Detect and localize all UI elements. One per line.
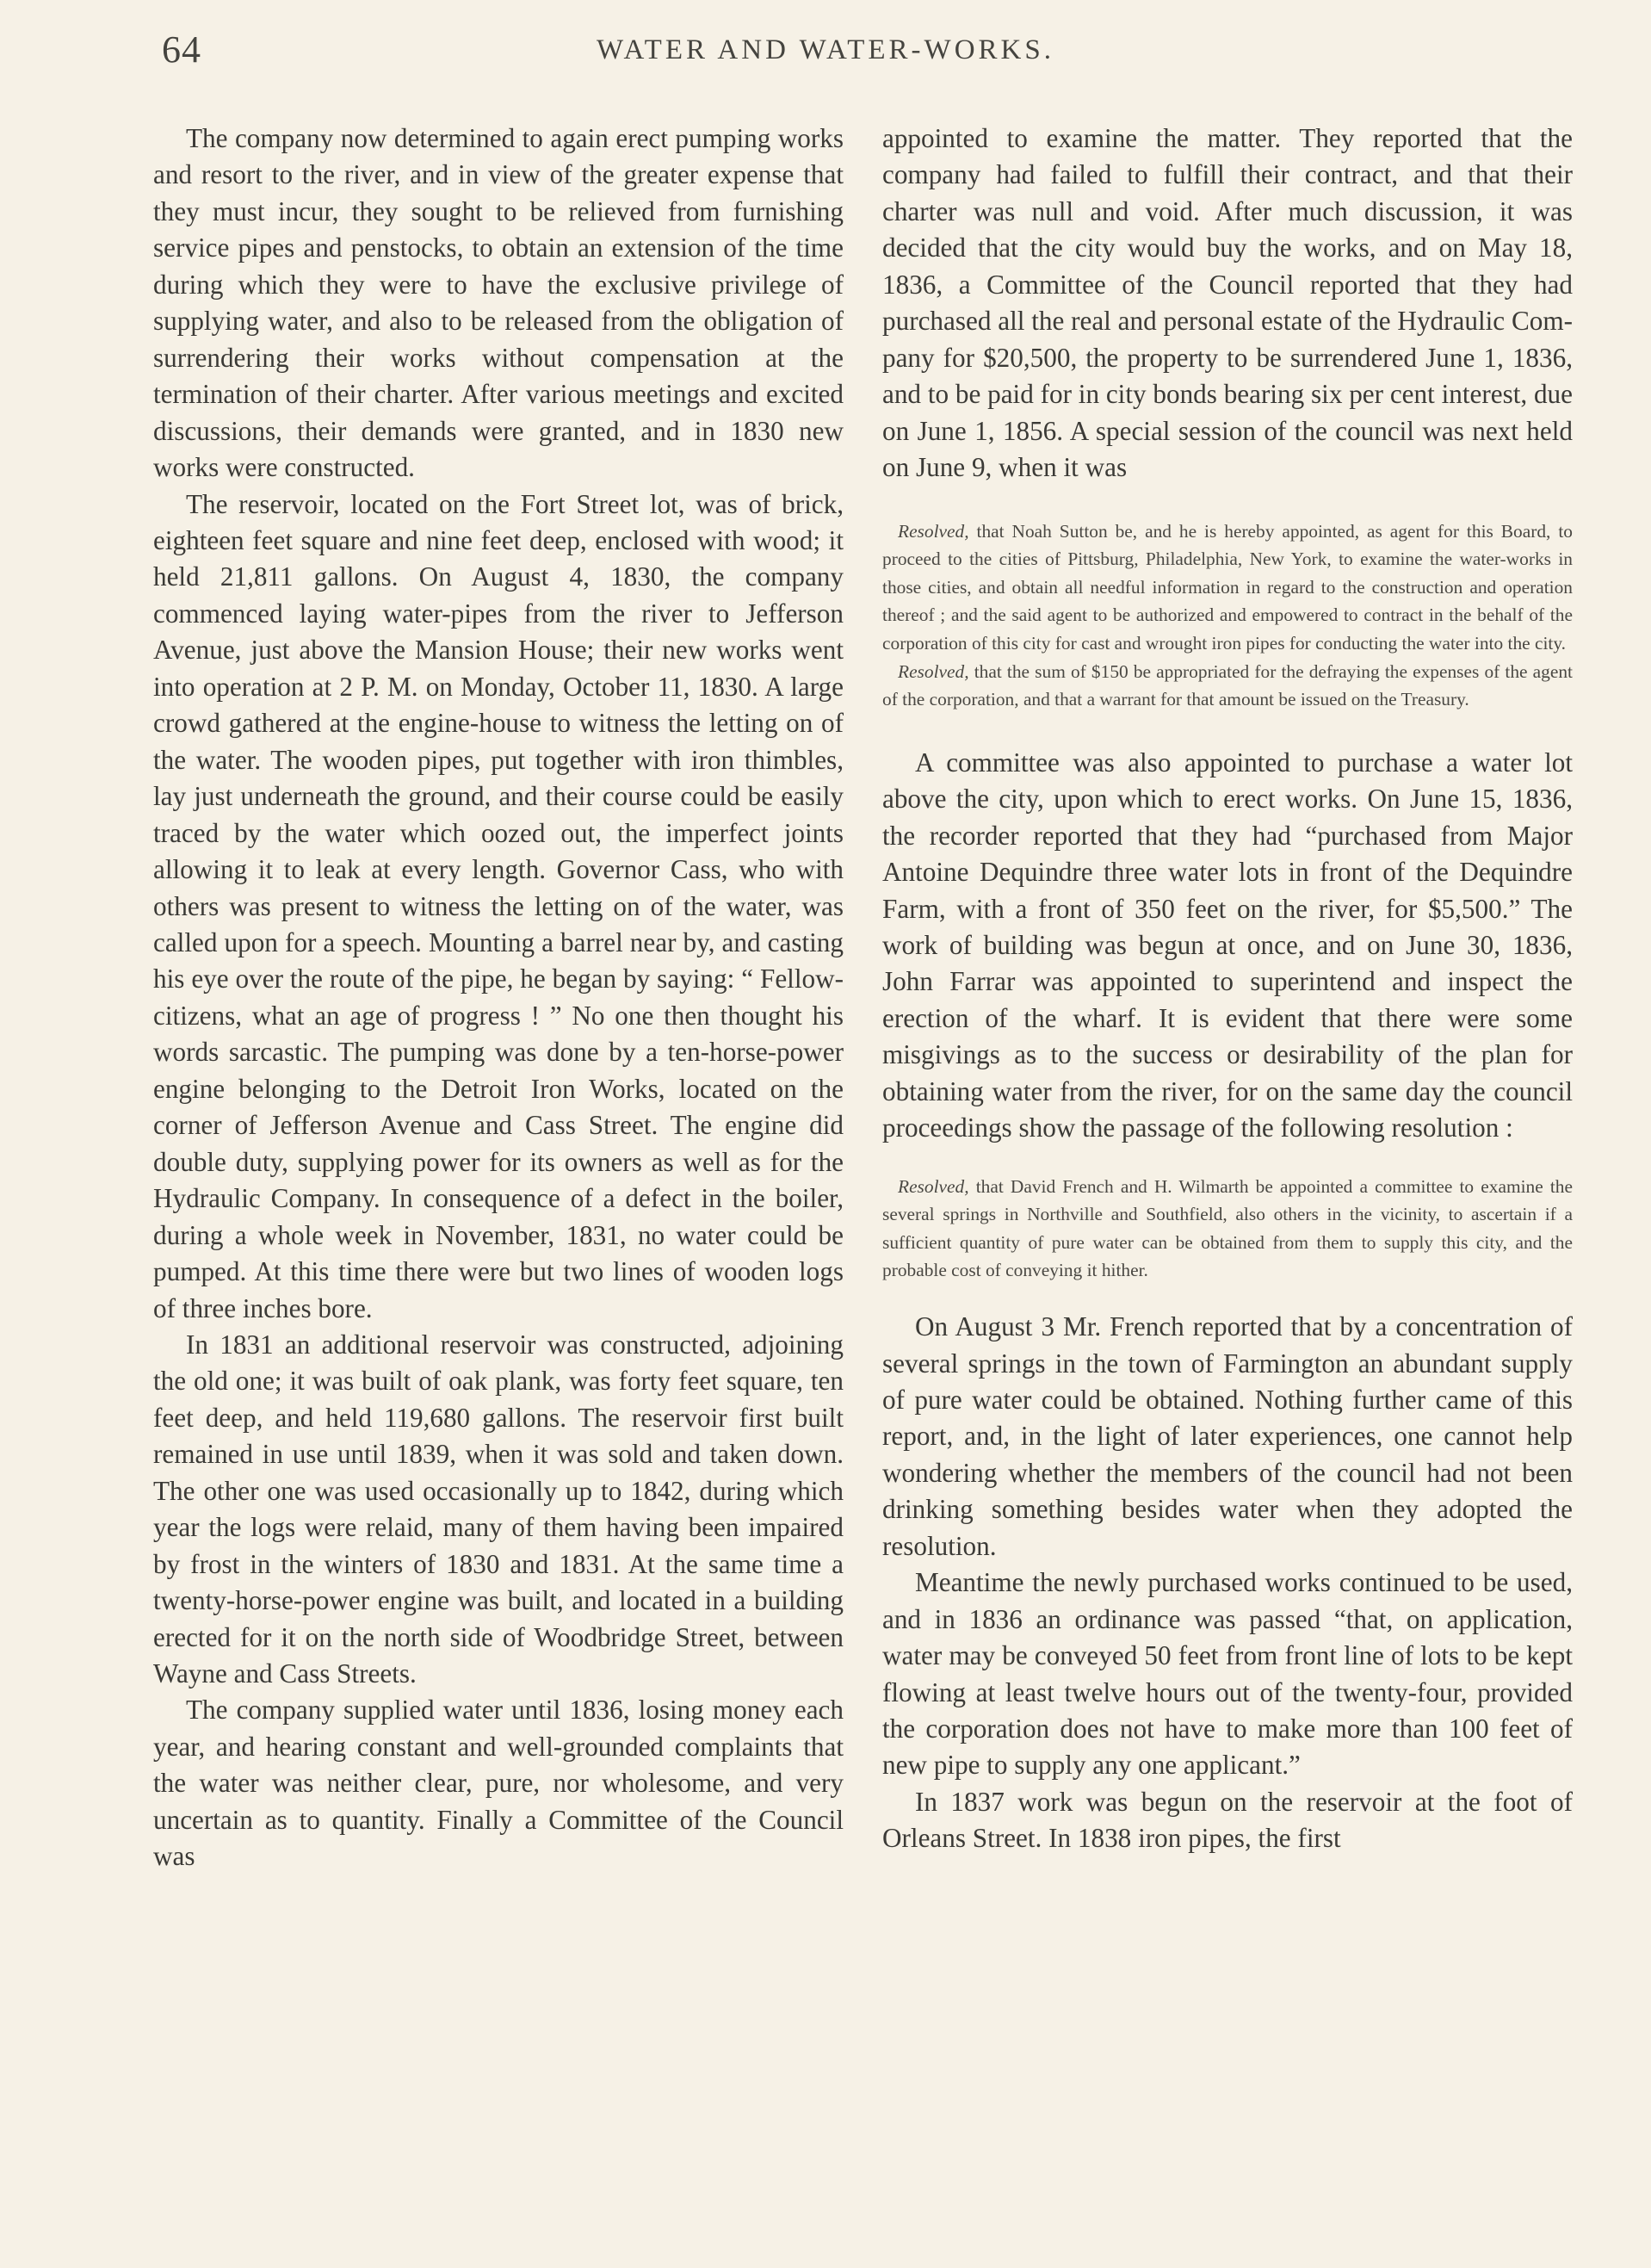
resolution-block (882, 1173, 1573, 1285)
resolution (882, 658, 1573, 714)
resolution-label: Resolved, (898, 520, 969, 542)
resolution-block (882, 517, 1573, 714)
paragraph: Meantime the newly purchased works continued to be used, and in 1836 an ordinance was passed “that, on application, water may be conveyed 50 feet from front line of lots to be kept flowing at least twelve hours out of the twenty-four, provided the corporation does not have to make more than 100 feet of new pipe to supply any one applicant.” (882, 1567, 1573, 1781)
paragraph: In 1837 work was begun on the reservoir at the foot of Orleans Street. In 1838 iron pipes, the first (882, 1786, 1573, 1854)
page-number: 64 (162, 28, 201, 71)
running-head (0, 28, 1651, 79)
running-title: WATER AND WATER-WORKS. (597, 34, 1054, 65)
paragraph-continued: appointed to examine the matter. They reported that the company had failed to fulfill their contract, and that their charter was null and void. After much discussion, it was decided that the city would buy the works, and on May 18, 1836, a Committee of the Council reported that they had purchased all the real and personal estate of the Hydraulic Company for $20,500, the property to be surrendered June 1, 1836, and to be paid for in city bonds bearing six per cent interest, due on June 1, 1856. A special session of the council was next held on June 9, when it was (882, 123, 1573, 483)
paragraph: The company supplied water until 1836, losing money each year, and hearing constant and well-grounded complaints that the water was neither clear, pure, nor wholesome, and very uncertain as to quantity. Finally a Committee of the Council was (153, 1695, 844, 1872)
paragraph: The company now determined to again erect pumping works and resort to the river, and in view of the greater expense that they must incur, they sought to be relieved from furnishing service pipes and penstocks, to obtain an extension of the time during which they were to have the exclusive privilege of supplying water, and also to be released from the obligation of surrendering their works without compensation at the termination of their charter. After various meetings and excited discussions, their demands were granted, and in 1830 new works were constructed. (153, 123, 844, 483)
paragraph: The reservoir, located on the Fort Street lot, was of brick, eighteen feet square and nine feet deep, enclosed with wood; it held 21,811 gallons. On August 4, 1830, the company commenced laying water-pipes from the river to Jefferson Avenue, just above the Mansion House; their new works went into operation at 2 P. M. on Monday, October 11, 1830. A large crowd gathered at the engine-house to witness the letting on of the water. The wooden pipes, put together with iron thimbles, lay just underneath the ground, and their course could be easily traced by the water which oozed out, the imperfect joints allowing it to leak at every length. Governor Cass, who with others was present to witness the letting on of the water, was called upon for a speech. Mounting a barrel near by, and casting his eye over the route of the pipe, he began by saying: “ Fellow-citizens, what an age of progress ! ” No one then thought his words sarcastic. The pumping was done by a ten-horse-power engine belonging to the Detroit Iron Works, located on the corner of Jefferson Avenue and Cass Street. The engine did double duty, supplying power for its owners as well as for the Hydraulic Company. In consequence of a defect in the boiler, during a whole week in November, 1831, no water could be pumped. At this time there were but two lines of wooden logs of three inches bore. (153, 488, 844, 1323)
resolution-text: that Noah Sutton be, and he is hereby appointed, as agent for this Board, to proceed to the cities of Pittsburg, Philadelphia, New York, to examine the water-works in those cities, and obtain all needful information in regard to the construction and operation thereof ; and the said agent to be authorized and empowered to contract in the behalf of the corporation of this city for cast and wrought iron pipes for conducting the water into the city. (882, 520, 1573, 654)
resolution-label: Resolved, (898, 660, 969, 682)
paragraph: In 1831 an additional reservoir was constructed, adjoining the old one; it was built of oak plank, was forty feet square, ten feet deep, and held 119,680 gallons. The reservoir first built remained in use until 1839, when it was sold and taken down. The other one was used occasionally up to 1842, during which year the logs were relaid, many of them having been impaired by frost in the winters of 1830 and 1831. At the same time a twenty-horse-power engine was built, and located in a building erected for it on the north side of Woodbridge Street, between Wayne and Cass Streets. (153, 1329, 844, 1689)
resolution-text: that the sum of $150 be appropriated for the defraying the expenses of the agent of the corporation, and that a warrant for that amount be issued on the Treasury. (882, 660, 1573, 710)
right-column (882, 121, 1573, 1857)
resolution-text: that David French and H. Wilmarth be appointed a committee to examine the several springs in Northville and Southfield, also others in the vicinity, to ascertain if a sufficient quantity of pure water can be obtained from them to supply this city, and the probable cost of conveying it hither. (882, 1175, 1573, 1281)
paragraph: On August 3 Mr. French reported that by a concentration of several springs in the town of Farmington an abundant supply of pure water could be obtained. Nothing further came of this report, and, in the light of later experiences, one cannot help wondering whether the members of the council had not been drinking something besides water when they adopted the resolution. (882, 1311, 1573, 1561)
paragraph: A committee was also appointed to purchase a water lot above the city, upon which to erect works. On June 15, 1836, the recorder reported that they had “purchased from Major Antoine Dequindre three water lots in front of the Dequindre Farm, with a front of 350 feet on the river, for $5,500.” The work of building was begun at once, and on June 30, 1836, John Farrar was appointed to superintend and inspect the erection of the wharf. It is evident that there were some misgivings as to the success or desirability of the plan for obtaining water from the river, for on the same day the council proceedings show the passage of the following resolution : (882, 747, 1573, 1143)
resolution-label: Resolved, (898, 1175, 969, 1197)
left-column (153, 121, 844, 1875)
resolution (882, 1173, 1573, 1285)
resolution (882, 517, 1573, 658)
